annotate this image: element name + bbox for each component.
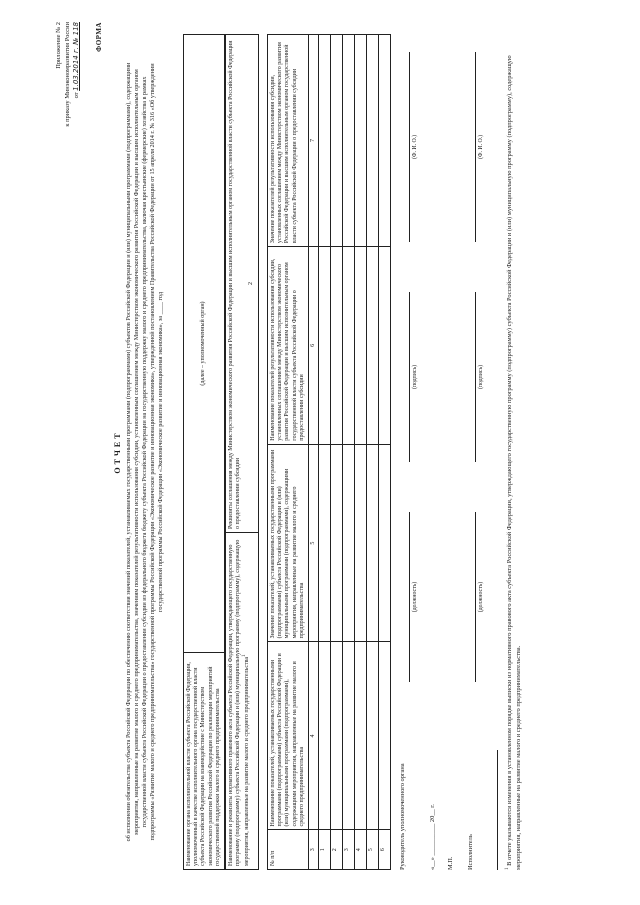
table-cell[interactable] xyxy=(319,444,331,642)
header-subsidy-indicator-value: Значение показателей результативности использования субсидии, установленных соглашением между Министерством экономического развития Российской Федерации и высшим исполнительным органом государственной власти субъекта Российской Федерации о предоставлении субсидии xyxy=(268,35,309,247)
rotated-form-sheet xyxy=(55,22,555,882)
appendix-number: Приложение № 2 xyxy=(55,22,62,69)
table-cell[interactable] xyxy=(355,444,367,642)
signature-caption: (подпись) xyxy=(412,364,418,390)
executor-signature-caption: (подпись) xyxy=(478,364,484,390)
row-number: 2 xyxy=(331,830,343,870)
column-number: 7 xyxy=(308,35,318,247)
table-cell[interactable] xyxy=(343,444,355,642)
footnote-rule xyxy=(497,750,498,870)
table-cell[interactable] xyxy=(319,642,331,830)
table-cell[interactable] xyxy=(379,642,391,830)
column-number: 4 xyxy=(308,642,318,830)
fio-caption: (Ф. И. О.) xyxy=(412,134,418,160)
table-cell[interactable] xyxy=(331,247,343,445)
header-program-indicator-name: Наименование показателей, устанавливаемых государственными программами (подпрограммами) субъекта Российской Федерации и (или) муниципальными программами (подпрограммами), содержащими мероприятия, направленные на развитие малого и среднего предпринимательства xyxy=(268,642,309,830)
report-title: ОТЧЕТ xyxy=(113,430,122,474)
seal-placeholder: М.П. xyxy=(447,856,454,870)
footnote-number: 1 xyxy=(505,867,510,870)
executor-fio-line[interactable] xyxy=(475,52,476,242)
table-row xyxy=(355,35,367,870)
program-act-label-cell xyxy=(226,533,259,870)
table-cell[interactable] xyxy=(343,35,355,247)
report-subtitle: об исполнении обязательства субъекта Российской Федерации по обеспечению соответствия значений показателей, устанавливаемых государственными программами (подпрограммами) субъектов Российской Федерации и (или) муниципальными программами (подпрограммами), содержащими мероприятия, направленные на развитие малого и среднего предпринимательства, значениям показателей результативности использования субсидии, установленным соглашением между Министерством экономического развития Российской Федерации и высшим исполнительным органом государственной власти субъекта Российской Федерации о предоставлении субсидии из федерального бюджета бюджету субъекта Российской Федерации на государственную поддержку малого и среднего предпринимательства, включая крестьянские (фермерские) хозяйства в рамках подпрограммы «Развитие малого и среднего предпринимательства» государственной программы Российской Федерации «Экономическое развитие и инновационная экономика», утвержденной постановлением Правительства Российской Федерации от 15 апреля 2014 г. № 316 «Об утверждении государственной программы Российской Федерации «Экономическое развитие и инновационная экономика», за ____ год xyxy=(125,62,165,842)
table-cell[interactable] xyxy=(343,247,355,445)
table-cell[interactable] xyxy=(367,642,379,830)
executor-position-line[interactable] xyxy=(475,512,476,682)
table-cell[interactable] xyxy=(331,35,343,247)
appendix-order: к приказу Минэкономразвития России xyxy=(63,22,71,127)
table-cell[interactable] xyxy=(379,35,391,247)
column-number: 5 xyxy=(308,444,318,642)
table-cell[interactable] xyxy=(379,444,391,642)
agreement-details-cell xyxy=(226,35,259,533)
authority-table xyxy=(183,34,225,870)
table-row xyxy=(343,35,355,870)
table-cell[interactable] xyxy=(319,247,331,445)
footnote-text: В отчете указываются изменения в установленном порядке выписки из нормативного правового акта субъекта Российской Федерации, утверждающего государственную программу (подпрограмму) субъекта Российской Федерации и (или) муниципальную программу (подпрограмму), содержащую мероприятия, направленные на развитие малого и среднего предпринимательства. xyxy=(506,55,522,870)
table-cell[interactable] xyxy=(343,642,355,830)
table-row xyxy=(367,35,379,870)
table-row xyxy=(319,35,331,870)
authority-value-cell[interactable] xyxy=(184,35,225,653)
appendix-reference xyxy=(55,22,82,127)
column-number-row xyxy=(308,35,318,870)
column-number: 3 xyxy=(308,830,318,870)
handwritten-date-number: 1.03.2014 г. № 118 xyxy=(72,22,81,91)
column-number: 6 xyxy=(308,247,318,445)
indicators-table xyxy=(267,34,391,870)
executor-label: Исполнитель xyxy=(467,834,474,870)
signature-line[interactable] xyxy=(409,292,410,462)
table-cell[interactable] xyxy=(319,35,331,247)
indicators-header-row xyxy=(268,35,309,870)
form-label: ФОРМА xyxy=(95,22,103,52)
table-cell[interactable] xyxy=(355,35,367,247)
table-cell[interactable] xyxy=(331,642,343,830)
program-act-table xyxy=(225,34,259,870)
table-cell[interactable] xyxy=(355,247,367,445)
header-subsidy-indicator-name: Наименование показателей результативности использования субсидии, установленных соглашением между Министерством экономического развития Российской Федерации и высшим исполнительным органом государственной власти субъекта Российской Федерации о предоставлении субсидии xyxy=(268,247,309,445)
row-number: 3 xyxy=(343,830,355,870)
executor-position-caption: (должность) xyxy=(478,581,484,613)
authority-label: Наименование органа исполнительной власти субъекта Российской Федерации, уполномоченный в качестве исполнительного органа государственной власти субъекта Российской Федерации на взаимодействие с Министерством экономического развития Российской Федерации по реализации мероприятий государственной поддержки малого и среднего предпринимательства xyxy=(184,653,225,870)
row-number: 1 xyxy=(319,830,331,870)
agreement-details-label: Реквизиты соглашения между Министерством экономического развития Российской Федерации и высшим исполнительным органом государственной власти субъекта Российской Федерации о предоставлении субсидии xyxy=(228,40,242,529)
footnote-mark: 1 xyxy=(242,654,248,657)
table-cell[interactable] xyxy=(331,444,343,642)
head-of-authority-label: Руководитель уполномоченного органа xyxy=(399,763,406,870)
row-number: 5 xyxy=(367,830,379,870)
header-row-number: № п/п xyxy=(268,830,309,870)
agreement-col-number: 2 xyxy=(248,282,255,285)
appendix-date xyxy=(72,22,82,127)
footnote xyxy=(505,34,523,870)
table-row xyxy=(379,35,391,870)
program-act-label: Наименование и реквизиты нормативного правового акта субъекта Российской Федерации, утверждающего государственную программу (подпрограмму) субъекта Российской Федерации и (или) муниципальную программу (подпрограмму), содержащую мероприятия, направленные на развитие малого и среднего предпринимательства xyxy=(228,539,251,866)
signature-date: «__» __________ 20__ г. xyxy=(429,804,436,870)
position-line[interactable] xyxy=(409,512,410,682)
executor-signature-line[interactable] xyxy=(475,292,476,462)
row-number: 4 xyxy=(355,830,367,870)
executor-fio-caption: (Ф. И. О.) xyxy=(478,134,484,160)
appendix-date-prefix: от xyxy=(73,92,81,99)
table-cell[interactable] xyxy=(367,247,379,445)
table-cell[interactable] xyxy=(367,35,379,247)
header-program-indicator-value: Значение показателей, устанавливаемых государственными программами (подпрограммами) субъекта Российской Федерации и (или) муниципальными программами (подпрограммами), содержащими мероприятия, направленные на развитие малого и среднего предпринимательства xyxy=(268,444,309,642)
table-cell[interactable] xyxy=(367,444,379,642)
position-caption: (должность) xyxy=(412,581,418,613)
row-number: 6 xyxy=(379,830,391,870)
table-cell[interactable] xyxy=(355,642,367,830)
table-row xyxy=(331,35,343,870)
fio-line[interactable] xyxy=(409,52,410,242)
table-cell[interactable] xyxy=(379,247,391,445)
authority-caption: (далее – уполномоченный орган) xyxy=(200,301,206,386)
